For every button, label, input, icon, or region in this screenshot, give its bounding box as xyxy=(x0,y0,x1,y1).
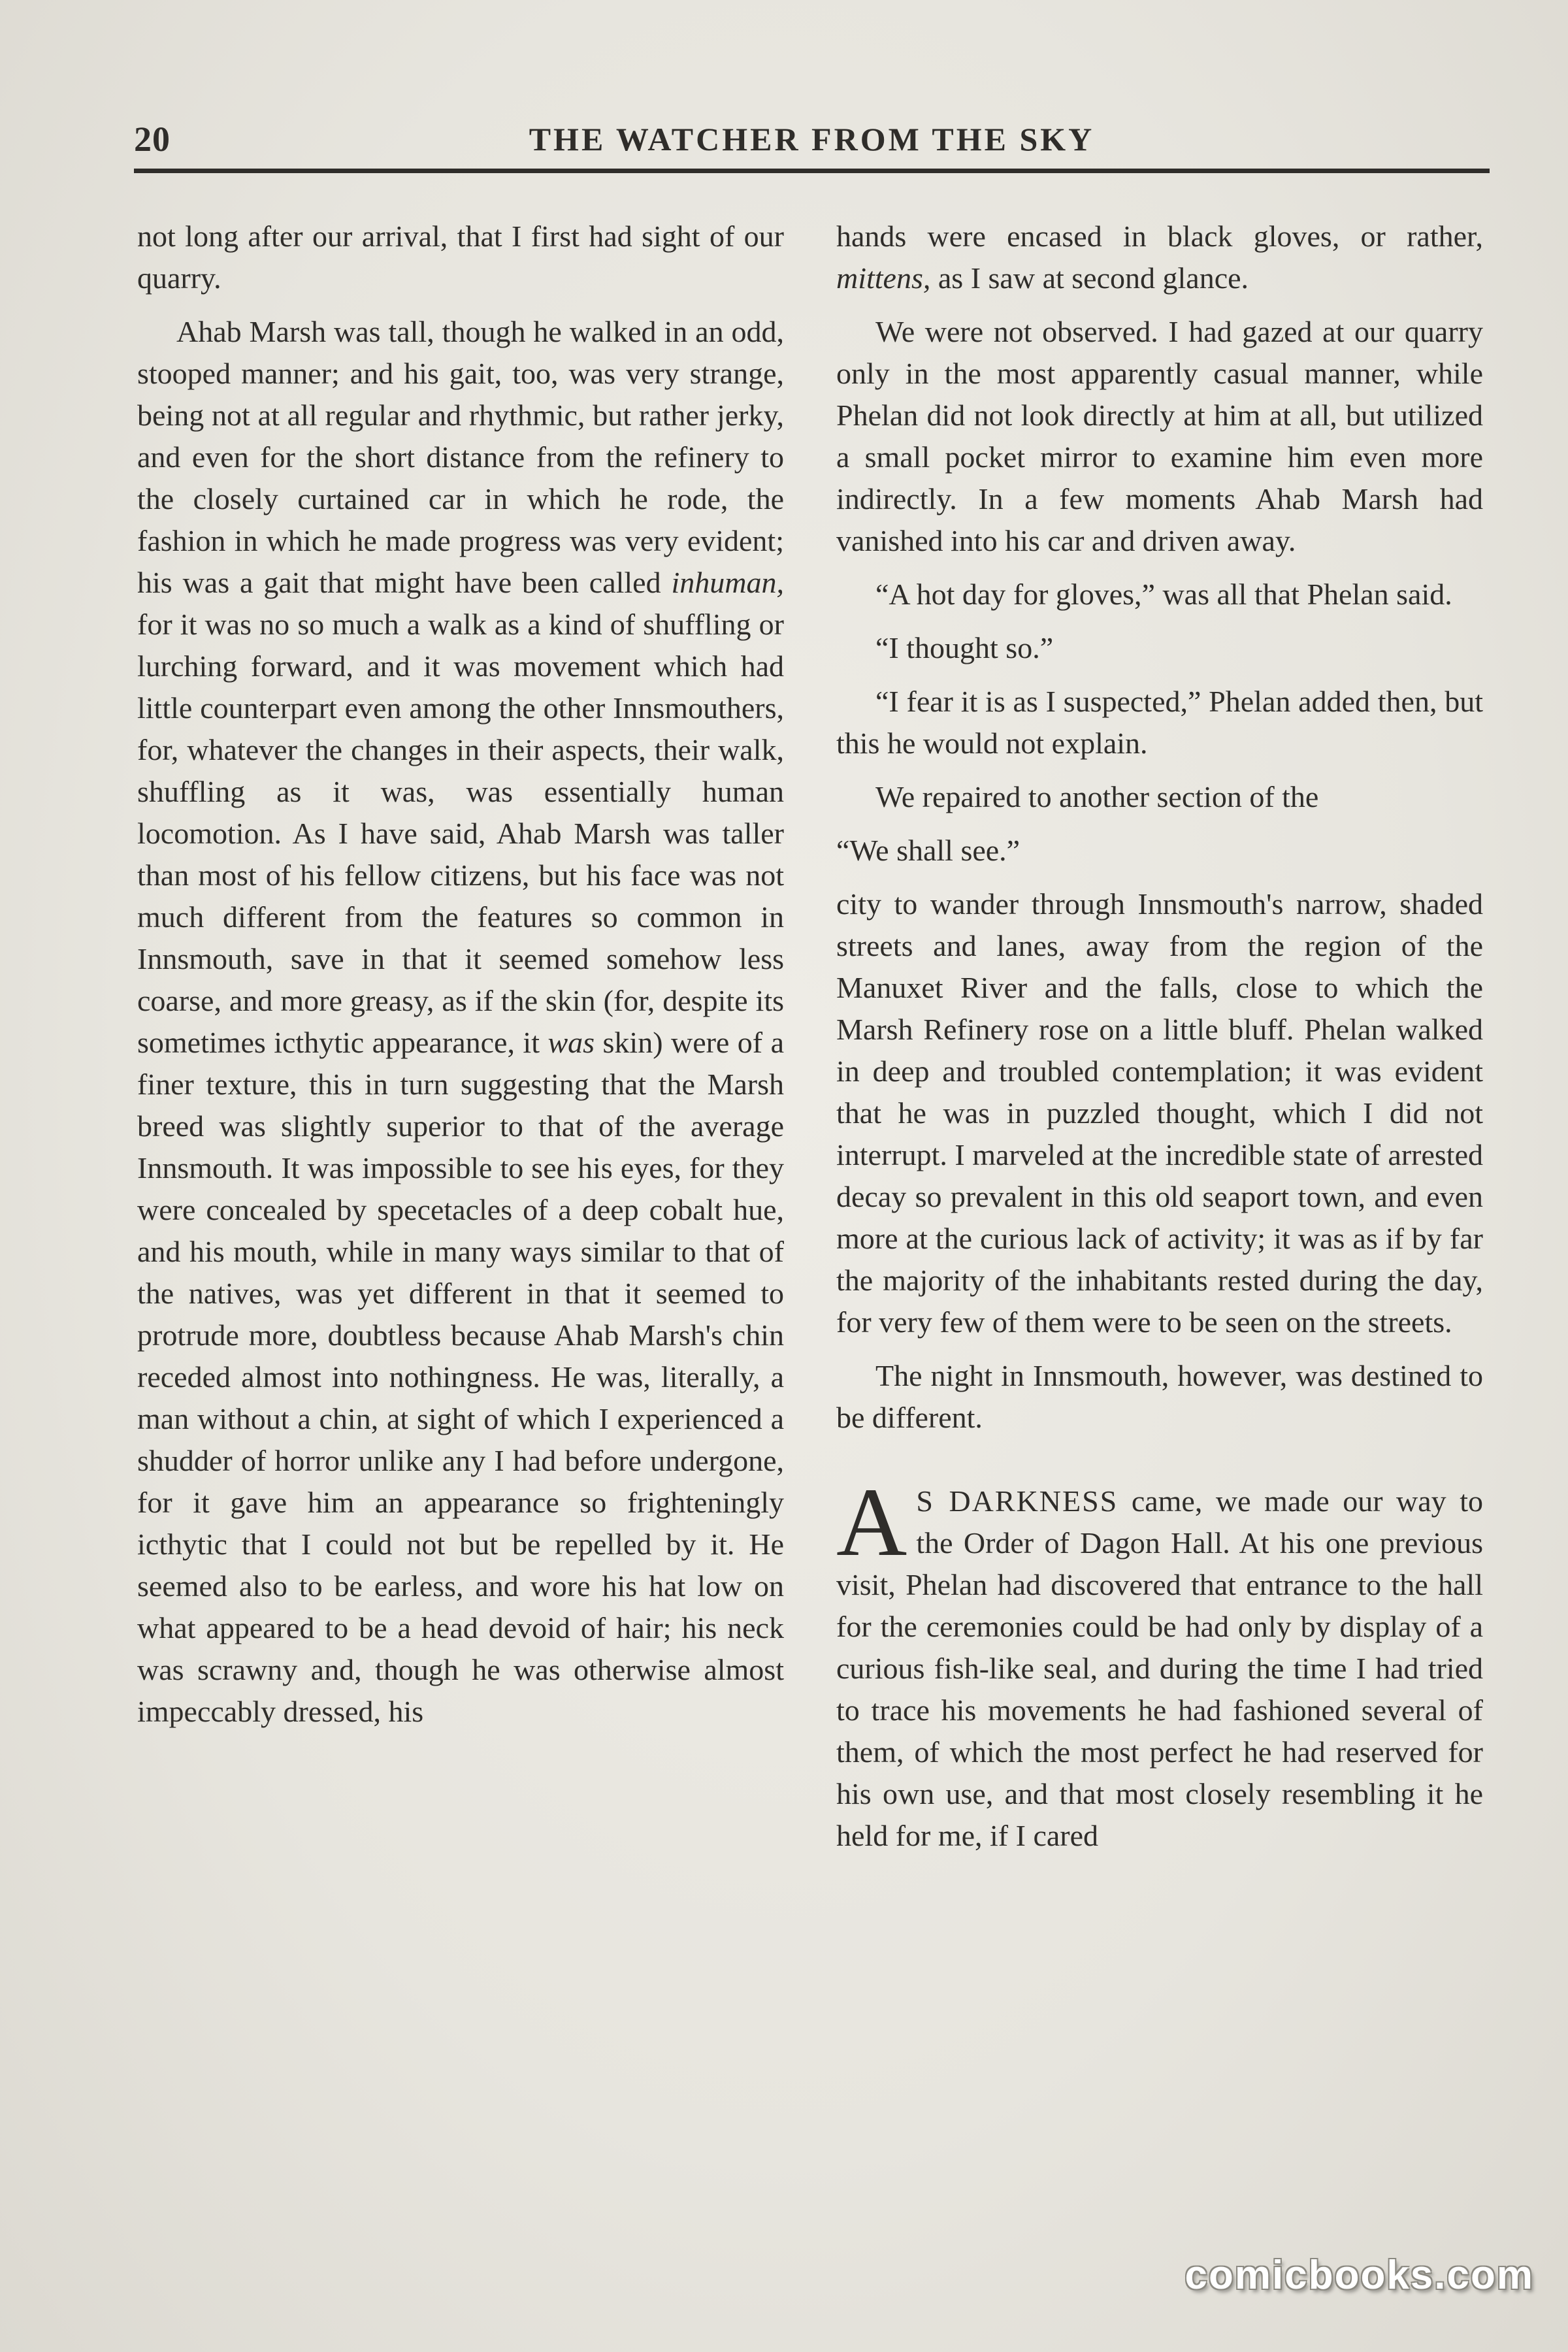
right-paragraph-2: We were not observed. I had gazed at our quarry only in the most apparently casual manner, while Phelan did not look directly at him at all, but utilized a small pocket mirror to examine him even more indirectly. In a few moments Ahab Marsh had vanished into his car and driven away. xyxy=(836,315,1483,557)
right-paragraph-6b: “We shall see.” xyxy=(836,834,1021,867)
section-break xyxy=(836,1439,1483,1480)
left-column xyxy=(137,216,784,1733)
right-paragraph-1: hands were encased in black gloves, or rather, mittens, as I saw at second glance. xyxy=(836,220,1483,295)
left-paragraph-1: not long after our arrival, that I first had sight of our quarry. xyxy=(137,220,784,295)
right-paragraph-3: “A hot day for gloves,” was all that Phelan said. xyxy=(875,578,1452,611)
right-paragraph-7: city to wander through Innsmouth's narrow, shaded streets and lanes, away from the region of the Manuxet River and the falls, close to which the Marsh Refinery rose on a little bluff. Phelan walked in deep and troubled contemplation; it was evident that he was in puzzled thought, which I did not interrupt. I marveled at the incredible state of arrested decay so prevalent in this old seaport town, and even more at the curious lack of activity; it was as if by far the majority of the inhabitants rested during the day, for very few of them were to be seen on the streets. xyxy=(836,887,1483,1339)
left-paragraph-2: Ahab Marsh was tall, though he walked in an odd, stooped manner; and his gait, too, was very strange, being not at all regular and rhythmic, but rather jerky, and even for the short distance from the refinery to the closely curtained car in which he rode, the fashion in which he made progress was very evident; his was a gait that might have been called inhuman, for it was no so much a walk as a kind of shuffling or lurching forward, and it was movement which had little counterpart even among the other Innsmouthers, for, whatever the changes in their aspects, their walk, shuffling as it was, was essentially human locomotion. As I have said, Ahab Marsh was taller than most of his fellow citizens, but his face was not much different from the features so common in Innsmouth, save in that it seemed somehow less coarse, and more greasy, as if the skin (for, despite its sometimes icthytic appearance, it was skin) were of a finer texture, this in turn suggesting that the Marsh breed was slightly superior to that of the average Innsmouth. It was impossible to see his eyes, for they were concealed by specetacles of a deep cobalt hue, and his mouth, while in many ways similar to that of the natives, was yet different in that it seemed to protrude more, doubtless because Ahab Marsh's chin receded almost into nothingness. He was, literally, a man without a chin, at sight of which I experienced a shudder of horror unlike any I had before undergone, for it gave him an appearance so frighteningly icthytic that I could not but be repelled by it. He seemed also to be earless, and wore his hat low on what appeared to be a head devoid of hair; his neck was scrawny and, though he was otherwise almost impeccably dressed, his xyxy=(137,315,785,1728)
running-title: THE WATCHER FROM THE SKY xyxy=(529,121,1095,157)
drop-cap: A xyxy=(836,1468,907,1576)
right-column xyxy=(836,216,1483,1857)
right-paragraph-9: A S DARKNESS came, we made our way to the Order of Dagon Hall. At his one previous visit, Phelan had discovered that entrance to the hall for the ceremonies could be had only by display of a curious fish-like seal, and during the time I had tried to trace his movements he had fashioned several of them, of which the most perfect he had reserved for his own use, and that most closely resembling it he held for me, if I cared xyxy=(836,1468,1483,1852)
page-number: 20 xyxy=(134,120,171,159)
header-rule xyxy=(134,169,1490,173)
running-header xyxy=(134,119,1490,165)
right-paragraph-8: The night in Innsmouth, however, was destined to be different. xyxy=(836,1359,1483,1434)
right-paragraph-4: “I thought so.” xyxy=(875,631,1054,664)
site-watermark: comicbooks.com xyxy=(1184,2253,1534,2298)
right-paragraph-5: “I fear it is as I suspected,” Phelan added then, but this he would not explain. xyxy=(836,685,1483,760)
right-paragraph-6: We repaired to another section of the xyxy=(875,780,1319,813)
